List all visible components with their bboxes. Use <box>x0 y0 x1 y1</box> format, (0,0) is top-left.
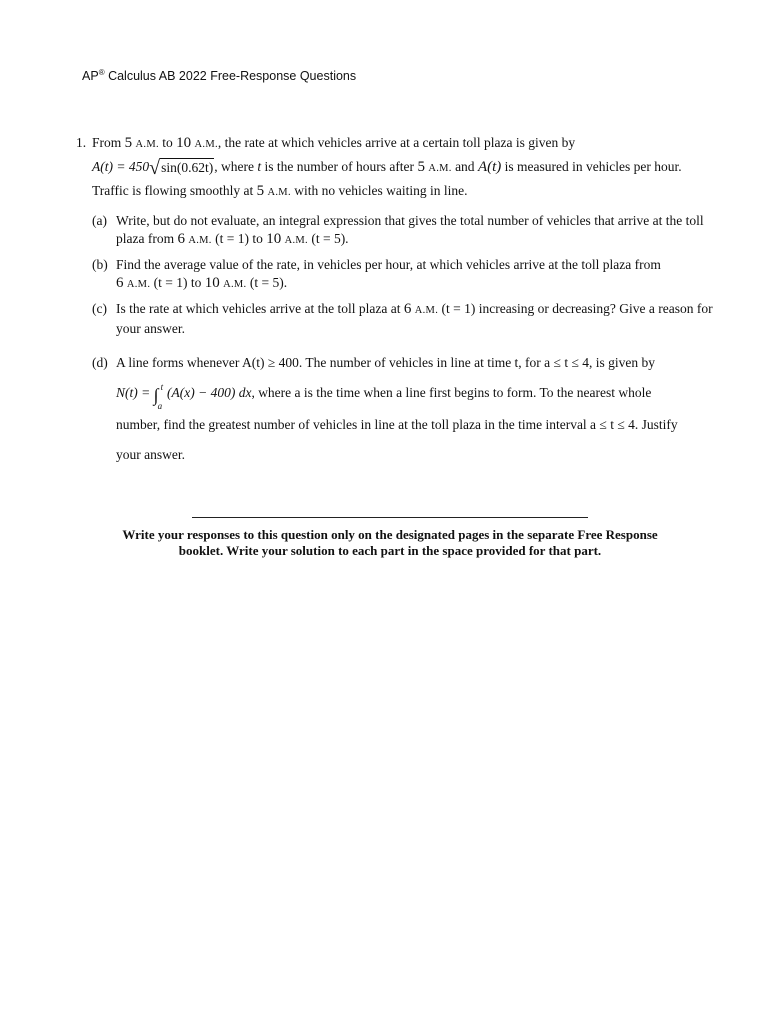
part-text: Write, but do not evaluate, an integral expression that gives the total number of vehicles that arrive at the toll plaza from <box>116 213 704 246</box>
stem-am: A.M. <box>194 139 218 150</box>
integrand: (A(x) − 400) dx <box>166 385 252 400</box>
part-number: 10 <box>266 231 282 247</box>
part-text: , where a is the time when a line first begins to form. To the nearest whole <box>251 385 652 400</box>
formula-lhs: A(t) = 450 <box>92 159 150 174</box>
part-number: 6 <box>116 275 124 291</box>
part-d-line-2 <box>116 378 716 410</box>
stem-number: 10 <box>176 135 192 151</box>
part-text: Is the rate at which vehicles arrive at the toll plaza at <box>116 301 404 316</box>
part-text: Find the average value of the rate, in vehicles per hour, at which vehicles arrive at the toll plaza from <box>116 257 661 272</box>
part-number: 6 <box>177 231 185 247</box>
question-number: 1. <box>76 135 87 150</box>
stem-text: , where <box>214 159 258 174</box>
part-c <box>92 300 716 338</box>
divider-line <box>192 517 588 518</box>
variable-t: t <box>257 159 262 174</box>
stem-number: 5 <box>417 159 425 175</box>
part-am: A.M. <box>126 279 151 290</box>
part-label: (a) <box>92 213 107 228</box>
question-parts <box>76 212 716 470</box>
part-d-line-4: your answer. <box>116 447 185 462</box>
part-text: (t = 1) to <box>211 231 267 246</box>
part-d-line-3: number, find the greatest number of vehicles in line at the toll plaza in the time interval a ≤ t ≤ 4. Justify <box>116 417 678 432</box>
part-a <box>92 212 716 250</box>
part-text: (t = 5). <box>307 231 349 246</box>
registered-mark: ® <box>98 68 105 77</box>
stem-text: and <box>451 159 478 174</box>
part-text: (t = 1) to <box>150 275 205 290</box>
function-Nt: N(t) = <box>116 385 154 400</box>
stem-text: From <box>92 135 125 150</box>
integral-lower-limit: a <box>157 401 163 411</box>
part-label: (d) <box>92 355 108 370</box>
part-number: 10 <box>204 275 220 291</box>
part-text: (t = 5). <box>246 275 288 290</box>
radicand: sin(0.62t) <box>161 159 214 175</box>
stem-am: A.M. <box>428 163 452 174</box>
radical-sign: √ <box>149 156 161 179</box>
integral-sign: ∫ t a <box>154 380 164 410</box>
stem-text: Traffic is flowing smoothly at <box>92 183 257 198</box>
header-ap: AP <box>82 69 99 84</box>
part-text: (t = 1) increasing or decreasing? Give a reason for your answer. <box>116 301 713 336</box>
part-label: (b) <box>92 257 108 272</box>
part-b <box>92 256 716 294</box>
part-am: A.M. <box>414 305 439 316</box>
stem-number: 5 <box>124 135 133 151</box>
part-label: (c) <box>92 301 107 316</box>
sqrt-expression <box>149 157 214 179</box>
part-number: 6 <box>403 301 412 317</box>
stem-text: with no vehicles waiting in line. <box>290 183 468 198</box>
stem-line-1 <box>92 132 716 156</box>
stem-text: to <box>158 135 177 150</box>
stem-number: 5 <box>256 183 265 199</box>
stem-am: A.M. <box>135 139 159 150</box>
question-stem <box>92 132 716 204</box>
part-d <box>92 348 716 470</box>
header-title: Calculus AB 2022 Free-Response Questions <box>104 69 357 84</box>
stem-text: , the rate at which vehicles arrive at a certain toll plaza is given by <box>217 135 576 150</box>
integral-upper-limit: t <box>160 382 164 392</box>
stem-line-2 <box>92 156 716 180</box>
page-header <box>82 68 356 83</box>
stem-line-3 <box>92 180 716 204</box>
part-am: A.M. <box>188 235 212 246</box>
stem-text: is the number of hours after <box>261 159 418 174</box>
stem-am: A.M. <box>267 187 291 198</box>
stem-text: is measured in vehicles per hour. <box>501 159 682 174</box>
question-1 <box>76 132 716 476</box>
part-d-line-1: A line forms whenever A(t) ≥ 400. The number of vehicles in line at time t, for a ≤ t ≤ 4, is given by <box>116 355 655 370</box>
part-am: A.M. <box>284 235 308 246</box>
part-am: A.M. <box>223 279 247 290</box>
function-At: A(t) <box>477 159 502 175</box>
footer-instructions: Write your responses to this question only on the designated pages in the separate Free Response booklet. Write your solution to each part in the space provided for that part. <box>122 527 658 558</box>
